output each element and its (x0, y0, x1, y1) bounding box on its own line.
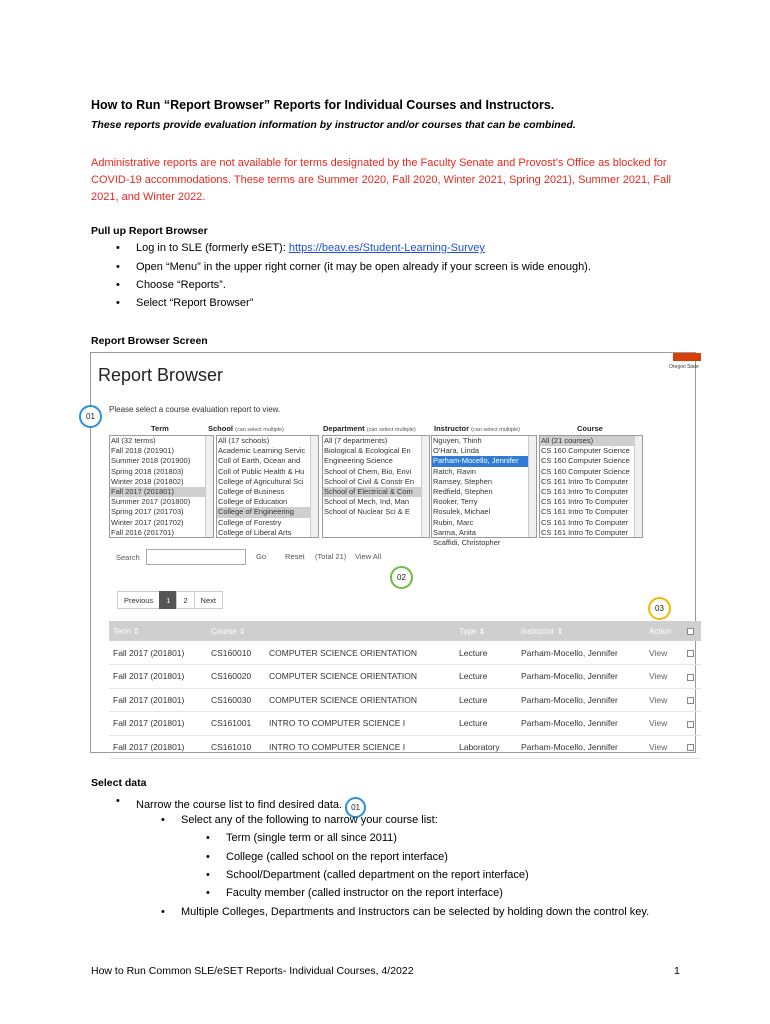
row-select-cell (683, 712, 701, 736)
course-column-header: Course (577, 424, 603, 433)
term-option[interactable]: Spring 2017 (201703) (111, 507, 184, 517)
screen-heading: Report Browser Screen (91, 335, 208, 347)
table-row (109, 712, 701, 736)
course-sort-header[interactable]: Course ⇕ (207, 621, 265, 641)
instructor-sort-header[interactable]: Instructor ⇕ (517, 621, 645, 641)
term-sort-header[interactable]: Term ⇕ (109, 621, 207, 641)
row-term: Fall 2017 (201801) (109, 641, 207, 665)
term-option[interactable]: Winter 2018 (201802) (111, 476, 184, 486)
row-select-cell (683, 688, 701, 712)
school-option[interactable]: College of Business (218, 486, 285, 496)
table-row (109, 665, 701, 689)
row-term: Fall 2017 (201801) (109, 665, 207, 689)
select-item-narrow (136, 795, 366, 816)
instructor-option[interactable]: Redfield, Stephen (433, 486, 493, 496)
view-all-link[interactable]: View All (355, 552, 382, 561)
select-item-multiple: Multiple Colleges, Departments and Instructors can be selected by holding down the control key. (181, 906, 650, 918)
type-sort-header[interactable]: Type ⇕ (455, 621, 517, 641)
instructor-scrollbar[interactable] (528, 436, 536, 537)
bullet-icon: • (116, 795, 120, 807)
search-input[interactable] (146, 549, 246, 565)
view-link[interactable]: View (645, 735, 683, 759)
row-instructor: Parham-Mocello, Jennifer (517, 688, 645, 712)
view-link[interactable]: View (645, 641, 683, 665)
row-select-cell (683, 665, 701, 689)
page-number: 1 (674, 965, 680, 977)
pull-up-item-2: Open “Menu” in the upper right corner (it may be open already if your screen is wide enough). (136, 261, 591, 273)
report-browser-title: Report Browser (98, 365, 224, 385)
school-header-label: School (208, 424, 234, 433)
row-term: Fall 2017 (201801) (109, 688, 207, 712)
term-option[interactable]: Fall 2018 (201901) (111, 446, 174, 456)
instructor-column-header (434, 424, 520, 433)
reset-button[interactable]: Reset (285, 552, 305, 561)
table-header-row (109, 621, 701, 641)
school-option[interactable]: College of Agricultural Sci (218, 476, 304, 486)
department-option[interactable]: Engineering Science (324, 456, 393, 466)
title-header (265, 621, 455, 641)
row-title: COMPUTER SCIENCE ORIENTATION (265, 665, 455, 689)
school-option[interactable]: College of Education (218, 497, 288, 507)
row-instructor: Parham-Mocello, Jennifer (517, 665, 645, 689)
department-option[interactable]: School of Chem, Bio, Envi (324, 466, 412, 476)
term-option[interactable]: Summer 2017 (201800) (111, 497, 191, 507)
bullet-icon: • (116, 297, 120, 309)
table-row (109, 688, 701, 712)
select-item-faculty: Faculty member (called instructor on the report interface) (226, 887, 503, 899)
pull-up-item-1-text: Log in to SLE (formerly eSET): (136, 242, 289, 254)
instructor-option[interactable]: Nguyen, Thinh (433, 436, 482, 445)
term-scrollbar[interactable] (205, 436, 213, 537)
bullet-icon: • (116, 279, 120, 291)
bullet-icon: • (161, 906, 165, 918)
instructor-option[interactable]: Scaffidi, Christopher (433, 537, 501, 547)
previous-page-button[interactable]: Previous (117, 591, 160, 609)
row-checkbox[interactable] (687, 674, 694, 681)
term-option[interactable]: Winter 2017 (201702) (111, 517, 184, 527)
row-term: Fall 2017 (201801) (109, 735, 207, 759)
instructor-header-note: (can select multiple) (471, 427, 521, 433)
row-term: Fall 2017 (201801) (109, 712, 207, 736)
instructor-header-label: Instructor (434, 424, 470, 433)
course-scrollbar[interactable] (634, 436, 642, 537)
instructor-option[interactable]: Sarma, Anita (433, 527, 476, 537)
callout-badge-03: 03 (648, 597, 671, 620)
pull-up-item-1 (136, 242, 485, 254)
callout-badge-02: 02 (390, 566, 413, 589)
instructor-listbox[interactable] (431, 435, 537, 547)
row-select-cell (683, 735, 701, 759)
school-header-note: (can select multiple) (235, 427, 285, 433)
row-type: Lecture (455, 712, 517, 736)
bullet-icon: • (116, 261, 120, 273)
bullet-icon: • (116, 242, 120, 254)
select-data-heading: Select data (91, 777, 147, 789)
view-link[interactable]: View (645, 688, 683, 712)
term-column-header: Term (151, 424, 169, 433)
course-option[interactable]: CS 161 Intro To Computer (541, 486, 628, 496)
row-title: COMPUTER SCIENCE ORIENTATION (265, 688, 455, 712)
next-page-button[interactable]: Next (194, 591, 223, 609)
school-option[interactable]: College of Liberal Arts (218, 527, 292, 537)
row-course: CS160010 (207, 641, 265, 665)
department-option[interactable]: Biological & Ecological En (324, 446, 411, 456)
row-course: CS161001 (207, 712, 265, 736)
course-results-table (109, 621, 701, 759)
row-type: Lecture (455, 641, 517, 665)
school-listbox[interactable] (216, 435, 319, 538)
department-header-note: (can select multiple) (366, 427, 416, 433)
search-label: Search (116, 553, 140, 562)
bullet-icon: • (161, 814, 165, 826)
school-option[interactable]: Academic Learning Servic (218, 446, 306, 456)
row-instructor: Parham-Mocello, Jennifer (517, 641, 645, 665)
row-select-cell (683, 641, 701, 665)
term-option[interactable]: Summer 2018 (201900) (111, 456, 191, 466)
page-2-button[interactable]: 2 (176, 591, 194, 609)
table-row (109, 735, 701, 759)
row-checkbox[interactable] (687, 721, 694, 728)
total-count: (Total 21) (315, 552, 347, 561)
page-footer-text: How to Run Common SLE/eSET Reports- Individual Courses, 4/2022 (91, 965, 414, 977)
course-option-selected[interactable]: All (21 courses) (540, 436, 642, 446)
action-header: Action (645, 621, 683, 641)
select-item-department: School/Department (called department on the report interface) (226, 869, 529, 881)
course-option[interactable]: CS 160 Computer Science (541, 446, 630, 456)
osu-logo-mark (673, 353, 701, 361)
course-option[interactable]: CS 161 Intro To Computer (541, 517, 628, 527)
view-link[interactable]: View (645, 712, 683, 736)
document-title: How to Run “Report Browser” Reports for Individual Courses and Instructors. (91, 98, 555, 112)
course-listbox[interactable] (539, 435, 643, 538)
row-type: Lecture (455, 665, 517, 689)
covid-notice: Administrative reports are not available for terms designated by the Faculty Senate and Provost’s Office as blocked for COVID-19 accommodations. These terms are Summer 2020, Fall 2020, Winter 2021, Spring 2021), Summer 2021, Fall 2021, and Winter 2022. (91, 157, 672, 203)
school-scrollbar[interactable] (310, 436, 318, 537)
school-option-selected[interactable]: College of Engineering (217, 507, 318, 517)
pull-up-heading: Pull up Report Browser (91, 225, 208, 237)
department-scrollbar[interactable] (421, 436, 429, 537)
row-course: CS160030 (207, 688, 265, 712)
term-listbox[interactable] (109, 435, 214, 538)
row-checkbox[interactable] (687, 744, 694, 751)
osu-logo (669, 353, 705, 375)
bullet-icon: • (206, 832, 210, 844)
instructor-option[interactable]: Rosulek, Michael (433, 507, 491, 517)
department-option[interactable]: School of Civil & Constr En (324, 476, 415, 486)
row-course: CS160020 (207, 665, 265, 689)
term-option[interactable]: Spring 2018 (201803) (111, 466, 184, 476)
row-checkbox[interactable] (687, 697, 694, 704)
table-row (109, 641, 701, 665)
course-option[interactable]: CS 161 Intro To Computer (541, 507, 628, 517)
school-option[interactable]: Coll of Earth, Ocean and (218, 456, 301, 466)
row-title: INTRO TO COMPUTER SCIENCE I (265, 735, 455, 759)
select-item-term: Term (single term or all since 2011) (226, 832, 397, 844)
school-column-header (208, 424, 284, 433)
instructor-option[interactable]: Ramsey, Stephen (433, 476, 493, 486)
course-option[interactable]: CS 160 Computer Science (541, 456, 630, 466)
course-option[interactable]: CS 161 Intro To Computer (541, 476, 628, 486)
row-title: COMPUTER SCIENCE ORIENTATION (265, 641, 455, 665)
department-option[interactable]: All (7 departments) (324, 436, 388, 445)
bullet-icon: • (206, 869, 210, 881)
school-option[interactable]: All (17 schools) (218, 436, 270, 445)
term-option-selected[interactable]: Fall 2017 (201801) (110, 487, 213, 497)
select-item-college: College (called school on the report interface) (226, 851, 448, 863)
row-checkbox[interactable] (687, 650, 694, 657)
view-link[interactable]: View (645, 665, 683, 689)
callout-badge-01: 01 (79, 405, 102, 428)
instructor-option[interactable]: Rooker, Terry (433, 497, 478, 507)
select-item-any: Select any of the following to narrow your course list: (181, 814, 438, 826)
row-type: Laboratory (455, 735, 517, 759)
term-option[interactable]: Fall 2016 (201701) (111, 527, 174, 537)
row-instructor: Parham-Mocello, Jennifer (517, 735, 645, 759)
department-option[interactable]: School of Mech, Ind, Man (324, 497, 410, 507)
document-subtitle: These reports provide evaluation information by instructor and/or courses that can be combined. (91, 119, 576, 131)
department-listbox[interactable] (322, 435, 430, 538)
row-title: INTRO TO COMPUTER SCIENCE I (265, 712, 455, 736)
department-column-header (323, 424, 416, 433)
course-option[interactable]: CS 161 Intro To Computer (541, 497, 628, 507)
school-option[interactable]: Coll of Public Health & Hu (218, 466, 305, 476)
go-button[interactable]: Go (256, 552, 267, 561)
bullet-icon: • (206, 887, 210, 899)
school-option[interactable]: College of Forestry (218, 517, 282, 527)
select-all-header (683, 621, 701, 641)
department-header-label: Department (323, 424, 365, 433)
course-option[interactable]: CS 160 Computer Science (541, 466, 630, 476)
row-instructor: Parham-Mocello, Jennifer (517, 712, 645, 736)
instructor-option-selected[interactable]: Parham-Mocello, Jennifer (432, 456, 536, 466)
sle-link[interactable]: https://beav.es/Student-Learning-Survey (288, 242, 485, 254)
course-option[interactable]: CS 161 Intro To Computer (541, 527, 628, 537)
instructor-option[interactable]: Ratch, Ravin (433, 466, 476, 476)
instructor-option[interactable]: Rubin, Marc (433, 517, 474, 527)
term-option[interactable]: All (32 terms) (111, 436, 156, 445)
row-course: CS161010 (207, 735, 265, 759)
pull-up-item-4: Select “Report Browser” (136, 297, 254, 309)
pagination (118, 591, 223, 609)
department-option[interactable]: School of Nuclear Sci & E (324, 507, 410, 517)
pull-up-item-3: Choose “Reports”. (136, 279, 226, 291)
inline-badge-01: 01 (345, 797, 366, 818)
select-all-checkbox[interactable] (687, 628, 694, 635)
department-option-selected[interactable]: School of Electrical & Com (323, 487, 429, 497)
instructor-option[interactable]: O'Hara, Linda (433, 446, 480, 456)
page-1-button[interactable]: 1 (159, 591, 177, 609)
bullet-icon: • (206, 851, 210, 863)
select-item-narrow-text: Narrow the course list to find desired data. (136, 799, 343, 811)
osu-logo-text: Oregon State (669, 364, 699, 370)
report-browser-screenshot (90, 352, 699, 753)
report-prompt: Please select a course evaluation report to view. (109, 405, 281, 414)
row-type: Lecture (455, 688, 517, 712)
